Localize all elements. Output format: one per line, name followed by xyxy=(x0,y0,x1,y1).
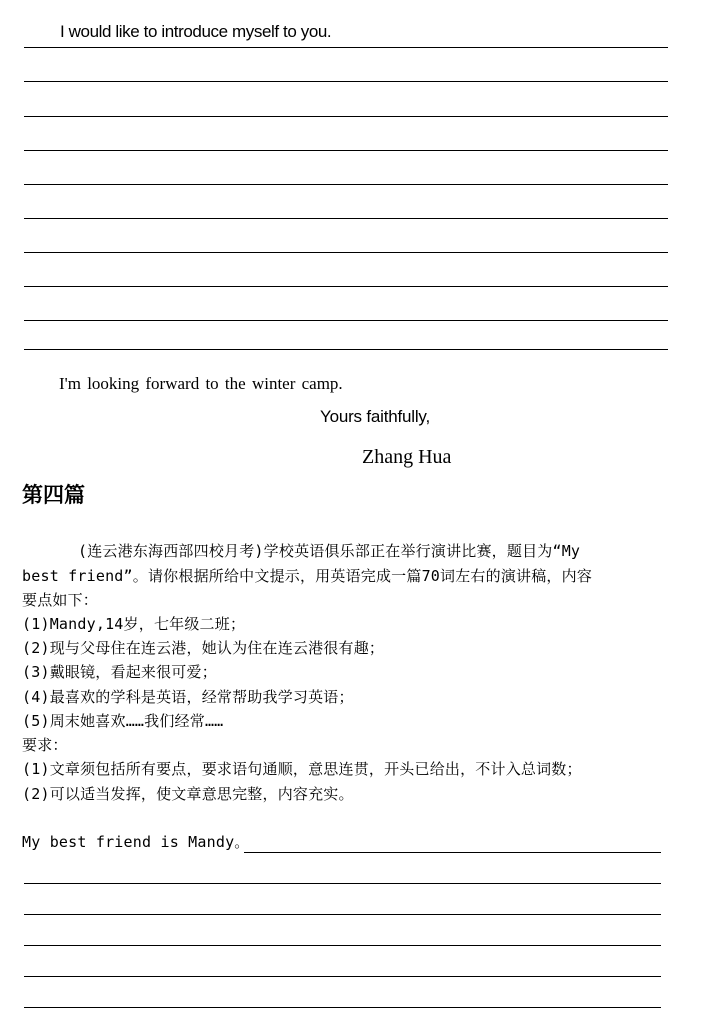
prompt-line: best friend”。请你根据所给中文提示，用英语完成一篇70词左右的演讲稿，内容 xyxy=(22,567,593,585)
list-item: (1)Mandy,14岁，七年级二班； xyxy=(22,615,246,633)
writing-line[interactable] xyxy=(24,116,668,117)
writing-line[interactable] xyxy=(24,252,668,253)
closing-line: I'm looking forward to the winter camp. xyxy=(59,374,343,393)
sign-off: Yours faithfully, xyxy=(320,407,430,426)
list-item: (1)文章须包括所有要点，要求语句通顺，意思连贯，开头已给出，不计入总词数； xyxy=(22,760,582,778)
writing-line[interactable] xyxy=(24,184,668,185)
writing-line[interactable] xyxy=(24,218,668,219)
writing-line[interactable] xyxy=(24,320,668,321)
writing-line[interactable] xyxy=(24,883,661,884)
prompt-line: (连云港东海西部四校月考)学校英语俱乐部正在举行演讲比赛，题目为“My xyxy=(78,542,581,560)
section-heading: 第四篇 xyxy=(22,483,85,507)
intro-line: I would like to introduce myself to you. xyxy=(60,22,332,41)
signature: Zhang Hua xyxy=(362,446,452,468)
list-item: (5)周末她喜欢……我们经常…… xyxy=(22,712,224,730)
writing-line[interactable] xyxy=(24,349,668,350)
writing-line[interactable] xyxy=(24,914,661,915)
writing-line[interactable] xyxy=(24,976,661,977)
list-item: (2)可以适当发挥，使文章意思完整，内容充实。 xyxy=(22,785,354,803)
writing-line[interactable] xyxy=(24,945,661,946)
writing-line[interactable] xyxy=(24,47,668,48)
list-item: (2)现与父母住在连云港，她认为住在连云港很有趣； xyxy=(22,639,385,657)
writing-line[interactable] xyxy=(24,81,668,82)
writing-line[interactable] xyxy=(24,286,668,287)
requirements-label: 要求： xyxy=(22,736,68,754)
opening-line: My best friend is Mandy。 xyxy=(22,833,250,851)
list-item: (4)最喜欢的学科是英语，经常帮助我学习英语； xyxy=(22,688,354,706)
list-item: (3)戴眼镜，看起来很可爱； xyxy=(22,663,217,681)
prompt-line: 要点如下： xyxy=(22,591,99,609)
writing-line[interactable] xyxy=(244,852,661,853)
writing-line[interactable] xyxy=(24,1007,661,1008)
writing-line[interactable] xyxy=(24,150,668,151)
